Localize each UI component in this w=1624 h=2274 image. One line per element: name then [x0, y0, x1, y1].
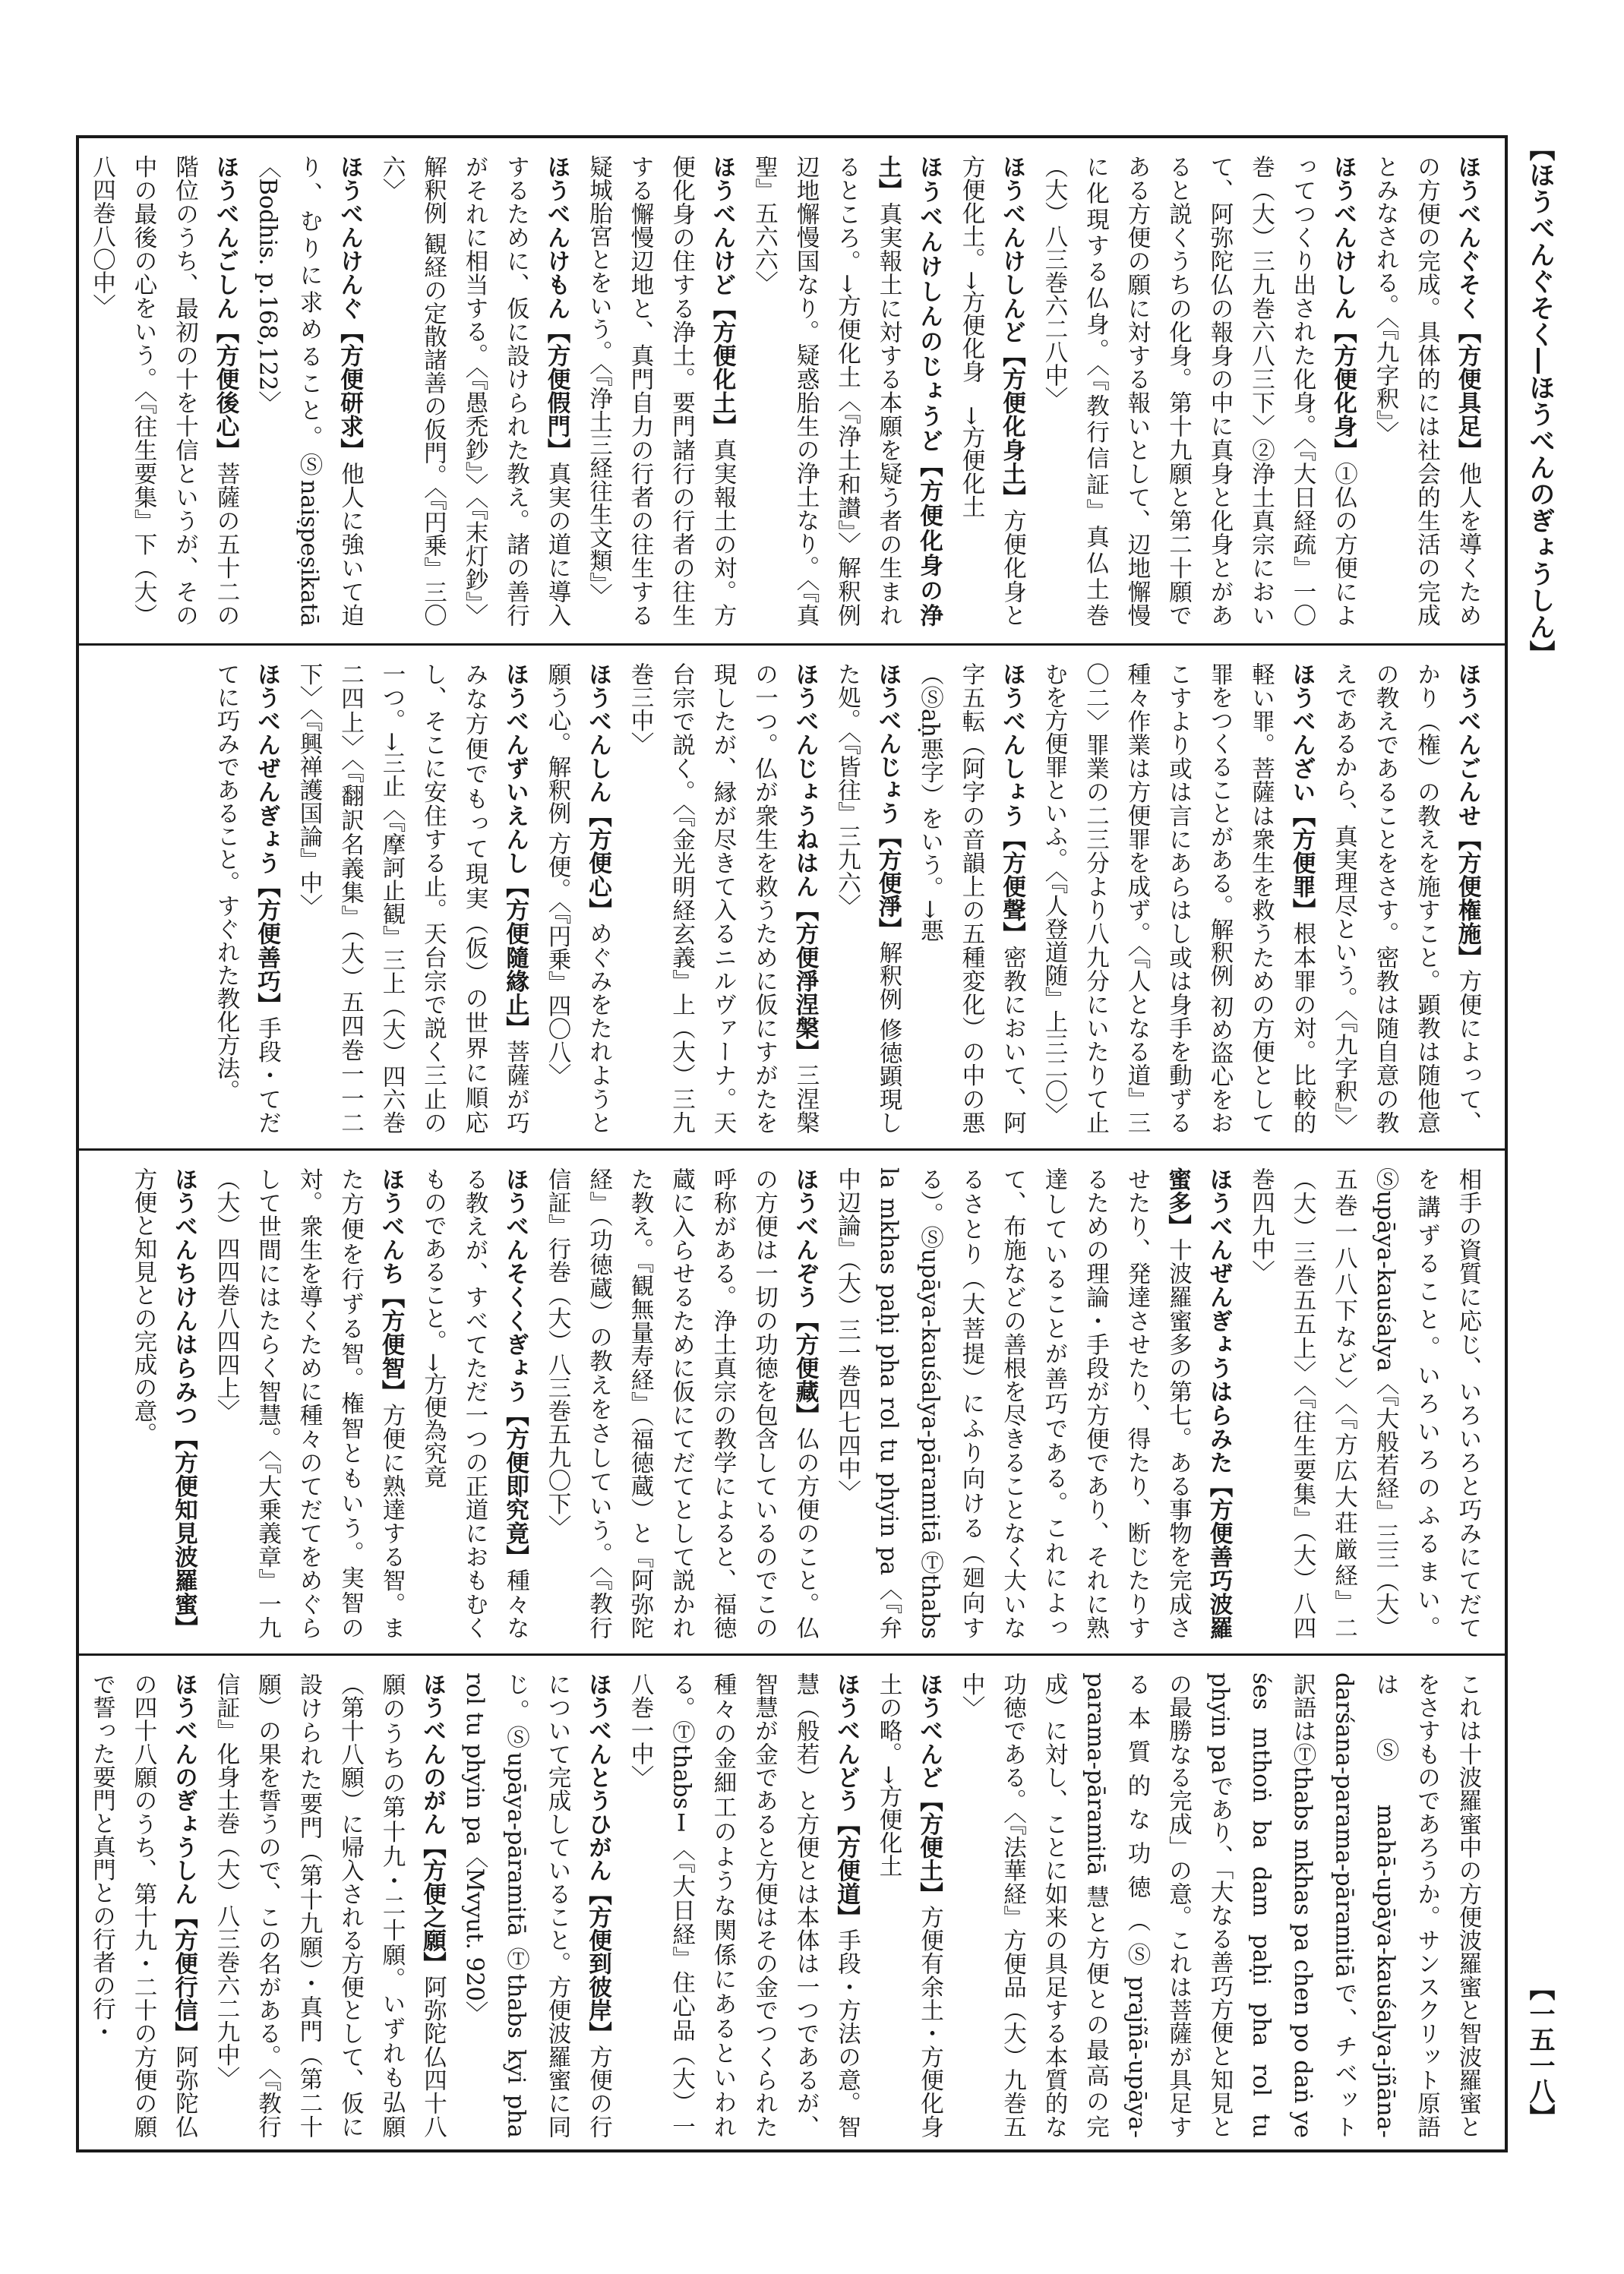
- entry-definition: 菩薩の五十二の階位のうち、最初の十を十信というが、その中の最後の心をいう。〈『往生要集』下（大）八四巻八〇中〉: [88, 155, 239, 627]
- entry-kanji: 【方便道】: [833, 1811, 861, 1929]
- dictionary-entry: [536, 662, 619, 1134]
- entry-definition: ①仏の方便によってつくり出された化身。〈『大日経疏』一〇巻（大）三九巻六八三下〉②浄土真宗において、阿弥陀仏の報身の中に真身と化身とがあると説くうちの化身。第十九願と第二十願である方便の願に対する報いとして、辺地懈慢に化現する仏身。〈『教行信証』真仏土巻（大）八三巻六二八中〉: [1041, 155, 1357, 627]
- dictionary-entry: [205, 1167, 412, 1639]
- text-row-2: [79, 643, 1505, 1151]
- entry-definition: 密教において、阿字五転（阿字の音韻上の五種変化）の中の悪（Ⓢaḥ悪字）をいう。→悪: [916, 662, 1026, 1135]
- entry-definition: 十波羅蜜多の第七。ある事物を完成させたり、発達させたり、得たり、断じたりするための理論・手段が方便であり、それに熟達していることが善巧である。これによって、布施などの善根を尽きることなく大いなるさとり（大菩提）にふり向ける（廻向する）。Ⓢupāya-kauśalya-pāramitā Ⓣthabs la mkhas paḥi pha rol tu phyin pa〈『弁中辺論』（大）三一巻四七四中〉: [833, 1167, 1192, 1640]
- entry-headword: ほうべんごんせ: [1454, 662, 1481, 828]
- entry-kanji: 【方便化身土】: [998, 343, 1026, 510]
- page-number: 【一五一八】: [1524, 1975, 1555, 2130]
- dictionary-entry: [371, 155, 578, 627]
- entry-headword: ほうべんそくくぎょう: [501, 1167, 529, 1404]
- entry-kanji: 【方便罪】: [1288, 804, 1316, 922]
- entry-definition: 方便化身と方便化土。→方便化身 →方便化土: [958, 155, 1026, 627]
- entry-definition: 種々なる教えが、すべてただ一つの正道におもむくものであること。→方便為究竟: [419, 1167, 529, 1640]
- dictionary-entry: [122, 1167, 205, 1639]
- dictionary-entry: [288, 662, 536, 1134]
- entry-definition: これは十波羅蜜中の方便波羅蜜と智波羅蜜とをさすものであろうか。サンスクリット原語はⓈmahā-upāya-kauśalya-jñāna-darśana-parama-pāramitāで、チベット訳語はⓉthabs mkhas pa chen po daṅ ye śes mthoṅ ba dam paḥi pha rol tu phyin paであり、「大なる善巧方便と知見との最勝なる完成」の意。これは菩薩が具足する本質的な功徳（Ⓢprajñā-upāya-parama-pāramitā 慧と方便との最高の完成）に対し、ことに如来の具足する本質的な功徳である。〈『法華経』方便品（大）九巻五中〉: [958, 1672, 1481, 2139]
- entry-headword: ほうべんしょう: [998, 662, 1026, 828]
- entry-headword: ほうべんどう: [833, 1672, 861, 1812]
- entry-definition: 真実報土に対する本願を疑う者の生まれるところ。→方便化土〈『浄土和讃』〉解釈例 辺地懈慢国なり。疑惑胎生の浄土なり。〈『真聖』五六六〉: [750, 155, 902, 627]
- entry-kanji: 【方便到彼岸】: [584, 1881, 612, 2045]
- entry-kanji: 【方便化土】: [709, 296, 736, 438]
- entry-headword: ほうべんけもん: [543, 155, 570, 321]
- entry-definition: 手段・方法の意。智慧（般若）と方便とは本体は一つであるが、智慧が金であると方便はその金でつくられた種々の金細工のような関係にあるといわれる。ⓉthabsⅠ〈『大日経』住心品（大）一八巻一中〉: [627, 1672, 861, 2139]
- dictionary-entry: [1033, 662, 1323, 1134]
- entry-headword: ほうべんずいえんし: [501, 662, 529, 875]
- dictionary-entry: [743, 155, 950, 627]
- entry-headword: ほうべんち: [378, 1167, 405, 1286]
- entry-headword: ほうべんのぎょうしん: [170, 1672, 198, 1906]
- dictionary-entry: [246, 155, 371, 627]
- dictionary-entry: [453, 1672, 619, 2138]
- entry-headword: ほうべんけんぐ: [336, 155, 364, 321]
- entry-kanji: 【方便即究竟】: [501, 1403, 529, 1569]
- entry-kanji: 【方便化身の浄土】: [874, 155, 943, 627]
- entry-kanji: 【方便假門】: [543, 320, 570, 463]
- dictionary-entry: [536, 1167, 826, 1639]
- entry-headword: ほうべんちけんはらみつ: [170, 1167, 198, 1427]
- running-header: 【ほうべんぐそく―ほうべんのぎょうしん】: [1524, 135, 1555, 667]
- row-column: [88, 1672, 1488, 2139]
- entry-definition: 阿弥陀仏四十八願のうちの第十九・二十願。いずれも弘願（第十八願）に帰入される方便として、仮に設けられた要門（第十九願）・真門（第二十願）の果を誓うので、この名がある。〈『教行信証』化身土巻（大）八三巻六二九中〉: [213, 1672, 447, 2139]
- entry-definition: 阿弥陀仏の四十八願のうち、第十九・二十の方便の願で誓った要門と真門との行者の行・: [88, 1672, 198, 2139]
- entry-headword: ほうべんけしん: [1329, 155, 1357, 321]
- entry-definition: 方便と知見との完成の意。: [130, 1167, 156, 1445]
- entry-kanji: 【方便淨涅槃】: [791, 898, 819, 1064]
- entry-definition: 方便によって、かり（権）の教えを施すこと。顕教は随他意の教えであることをさす。密教は随自意の教えであるから、真実理尽という。〈『九字釈』〉: [1330, 662, 1481, 1138]
- entry-headword: ほうべんじょうねはん: [791, 662, 819, 899]
- entry-definition: 真実の道に導入するために、仮に設けられた教え。諸の善行がそれに相当する。〈『愚禿鈔』〉〈『末灯鈔』〉解釈例 観経の定散諸善の仮門。〈『円乗』三〇六〉: [378, 155, 570, 627]
- dictionary-entry: [1322, 662, 1488, 1138]
- entry-headword: ほうべんじょう: [874, 662, 902, 825]
- entry-definition: 根本罪の対。比較的軽い罪。菩薩は衆生を救うための方便として罪をつくることがある。解釈例 初め盗心をおこすより或は言にあらはし或は身手を動ずる種々作業は方便罪を成ず。〈『人となる道』三〇二〉罪業の二三分より八九分にいたりて止むを方便罪といふ。〈『人登道随』上三二〇〉: [1041, 662, 1316, 1135]
- entry-kanji: 【方便藏】: [791, 1309, 819, 1427]
- text-row-3: [79, 1148, 1505, 1656]
- entry-kanji: 【方便権施】: [1454, 827, 1481, 970]
- entry-kanji: 【方便具足】: [1454, 320, 1481, 463]
- entry-kanji: 【方便聲】: [998, 827, 1026, 946]
- entry-headword: ほうべんごしん: [212, 155, 239, 321]
- entry-kanji: 【方便知見波羅蜜】: [170, 1426, 198, 1640]
- entry-definition: 他人を導くための方便の完成。具体的には社会的生活の完成とみなされる。〈『九字釈』〉: [1372, 155, 1481, 627]
- entry-headword: ほうべんけしんのじょうど: [915, 155, 943, 454]
- entry-definition: 手段・てだてに巧みであること。すぐれた教化方法。: [213, 662, 281, 1135]
- entry-kanji: 【方便後心】: [212, 320, 239, 463]
- dictionary-entry: [205, 662, 288, 1134]
- dictionary-entry: [950, 155, 1033, 627]
- entry-headword: ほうべんぞう: [791, 1167, 819, 1309]
- entry-kanji: 【方便行信】: [170, 1905, 198, 2045]
- entry-definition: 三涅槃の一つ。仏が衆生を救うために仮にすがたを現したが、縁が尽きて入るニルヴァーナ。天台宗で説く。〈『金光明経玄義』上（大）三九巻三中〉: [627, 662, 819, 1135]
- entry-kanji: 【方便隨緣止】: [501, 874, 529, 1041]
- entry-definition: 真実報土の対。方便化身の住する浄土。要門諸行の行者の往生する懈慢辺地と、真門自力の行者の往生する疑城胎宮とをいう。〈『浄土三経往生文類』〉: [585, 155, 736, 627]
- entry-headword: ほうべんとうひがん: [584, 1672, 612, 1882]
- dictionary-entry: [908, 662, 1033, 1134]
- entry-definition: 菩薩が巧みな方便でもって現実（仮）の世界に順応し、そこに安住する止。天台宗で説く三止の一つ。→三止〈『摩訶止観』三上（大）四六巻二四上〉〈『翻訳名義集』（大）五四巻一一二下〉〈『興禅護国論』中〉: [295, 662, 529, 1135]
- dictionary-entry: [1240, 1167, 1488, 1639]
- row-column: [88, 155, 1488, 627]
- dictionary-entry: [1364, 155, 1489, 627]
- dictionary-entry: [81, 1672, 205, 2138]
- entry-headword: ほうべんざい: [1288, 662, 1316, 804]
- dictionary-entry: [867, 1672, 950, 2138]
- entry-kanji: 【方便心】: [584, 804, 612, 922]
- entry-headword: ほうべんぜんぎょうはらみた: [1205, 1167, 1233, 1475]
- entry-kanji: 【方便化身】: [1329, 320, 1357, 463]
- entry-kanji: 【方便淨】: [874, 824, 902, 941]
- dictionary-page-frame: [76, 135, 1508, 2152]
- dictionary-entry: [826, 662, 908, 1134]
- dictionary-entry: [1033, 155, 1364, 627]
- entry-kanji: 【方便善巧】: [253, 874, 281, 1017]
- entry-headword: ほうべんしん: [584, 662, 612, 804]
- entry-definition: 相手の資質に応じ、いろいろと巧みにてだてを講ずること。いろいろのふるまい。Ⓢupāya-kauśalya〈『大般若経』三三（大）五巻一八八下など〉〈『方広大荘厳経』二（大）三巻五五上〉〈『往生要集』（大）八四巻四九中〉: [1247, 1167, 1481, 1639]
- entry-headword: ほうべんぜんぎょう: [253, 662, 281, 875]
- row-column: [96, 662, 1488, 1138]
- entry-definition: 解釈例 修徳顕現した処。〈『皆往』三九六〉: [833, 662, 902, 1135]
- entry-headword: ほうべんけど: [709, 155, 736, 297]
- entry-headword: ほうべんぐそく: [1454, 155, 1481, 321]
- dictionary-entry: [619, 662, 826, 1134]
- dictionary-entry: [619, 1672, 867, 2138]
- row-column: [96, 1167, 1488, 1639]
- text-row-4: [79, 1653, 1505, 2155]
- text-row-1: [79, 138, 1505, 643]
- dictionary-entry: [826, 1167, 1240, 1639]
- entry-headword: ほうべんど: [915, 1672, 943, 1789]
- entry-kanji: 【方便善巧波羅蜜多】: [1164, 1167, 1233, 1640]
- entry-headword: ほうべんけしんど: [998, 155, 1026, 344]
- entry-kanji: 【方便研求】: [336, 320, 364, 463]
- entry-definition: 仏の方便のこと。仏の方便は一切の功徳を包含しているのでこの呼称がある。浄土真宗の教学によると、福徳蔵に入らせるために仮にてだてとして説かれた教え。『観無量寿経』（福徳蔵）と『阿弥陀経』（功徳蔵）の教えをさしていう。〈『教行信証』行巻（大）八三巻五九〇下〉: [544, 1167, 819, 1640]
- entry-kanji: 【方便之願】: [419, 1835, 447, 1976]
- dictionary-entry: [412, 1167, 536, 1639]
- entry-definition: 方便に熟達する智。また方便を行ずる智。権智ともいう。実智の対。衆生を導くために種々のてだてをめぐらして世間にはたらく智慧。〈『大乗義章』一九（大）四四巻八四四上〉: [213, 1167, 405, 1640]
- entry-definition: 方便有余土・方便化身土の略。→方便化土: [875, 1672, 943, 2139]
- entry-headword: ほうべんのがん: [419, 1672, 447, 1836]
- dictionary-entry: [950, 1672, 1489, 2138]
- entry-definition: 他人に強いて迫り、むりに求めること。Ⓢnaiṣpeṣikatā〈Bodhis. p.168,122〉: [254, 155, 364, 627]
- entry-kanji: 【方便土】: [915, 1789, 943, 1906]
- dictionary-entry: [205, 1672, 453, 2138]
- entry-kanji: 【方便智】: [378, 1285, 405, 1404]
- dictionary-entry: [81, 155, 246, 627]
- dictionary-entry: [577, 155, 743, 627]
- entry-definition: めぐみをたれようと願う心。解釈例 方便。〈『円乗』四〇八〉: [544, 662, 612, 1135]
- entry-definition: 方便の行について完成していること。方便波羅蜜に同じ。Ⓢupāya-pāramitā Ⓣthabs kyi pha rol tu phyin pa〈Mvyut. 920〉: [461, 1672, 612, 2139]
